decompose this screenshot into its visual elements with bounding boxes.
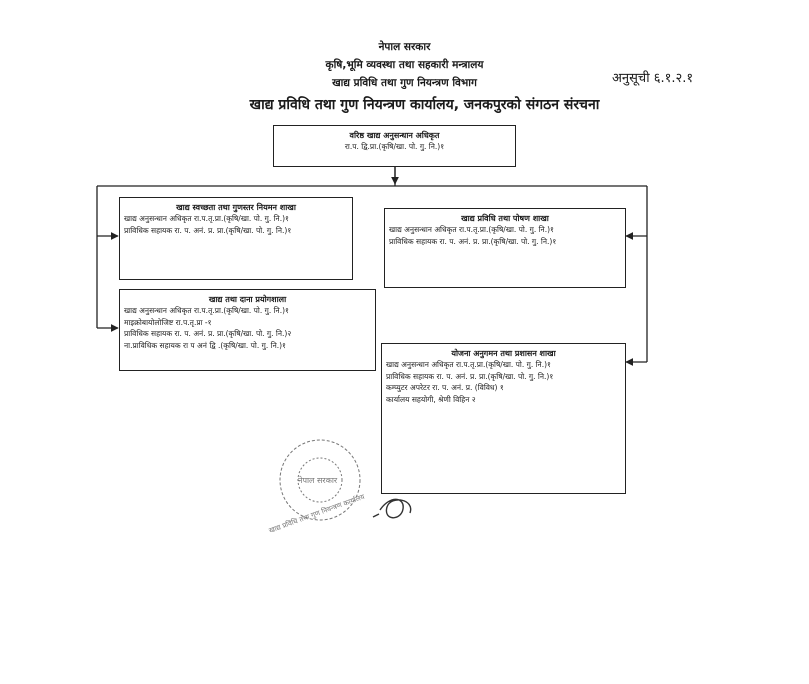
box-senior-officer (273, 125, 516, 167)
box-hygiene-line-1: खाद्य अनुसन्धान अधिकृत रा.प.तृ.प्रा.(कृषि/खा. पो. गु. नि.)१ (124, 214, 289, 223)
box-hygiene-section (119, 197, 353, 280)
header-government: नेपाल सरकार (378, 41, 431, 53)
box-senior-officer-title: वरिष्ठ खाद्य अनुसन्धान अधिकृत (349, 131, 440, 140)
header-department: खाद्य प्रविधि तथा गुण नियन्त्रण विभाग (332, 77, 477, 89)
office-stamp (265, 425, 455, 545)
box-senior-officer-line: रा.प. द्वि.प्रा.(कृषि/खा. पो. गु. नि.)१ (344, 142, 445, 151)
box-lab-line-1: खाद्य अनुसन्धान अधिकृत रा.प.तृ.प्रा.(कृषि/खा. पो. गु. नि.)१ (124, 306, 289, 315)
box-planning-line-2: प्राविधिक सहायक रा. प. अनं. प्र. प्रा.(कृषि/खा. पो. गु. नि.)१ (386, 371, 554, 381)
box-planning-title: योजना अनुगमन तथा प्रशासन शाखा (451, 349, 556, 358)
box-lab-section (119, 289, 376, 371)
signature-mark (380, 499, 411, 517)
box-lab-title: खाद्य तथा दाना प्रयोगशाला (208, 295, 287, 304)
box-lab-line-4: ना.प्राविधिक सहायक रा प अनं द्वि .(कृषि/खा. पो. गु. नि.)१ (124, 340, 286, 350)
box-planning-line-1: खाद्य अनुसन्धान अधिकृत रा.प.तृ.प्रा.(कृषि/खा. पो. गु. नि.)१ (386, 360, 551, 369)
header-ministry: कृषि,भूमि व्यवस्था तथा सहकारी मन्त्रालय (325, 59, 484, 71)
box-nutrition-line-2: प्राविधिक सहायक रा. प. अनं. प्र. प्रा.(कृषि/खा. पो. गु. नि.)१ (389, 236, 557, 246)
box-lab-line-3: प्राविधिक सहायक रा. प. अनं. प्र. प्रा.(कृषि/खा. पो. गु. नि.)२ (124, 329, 292, 338)
box-lab-line-2: माइक्रोबायोलोजिष्ट रा.प.तृ.प्रा -१ (124, 317, 212, 327)
stamp-outer-text: खाद्य प्रविधि तथा गुण नियन्त्रण कार्यालय (267, 492, 366, 535)
box-planning-line-4: कार्यालय सहयोगी, श्रेणी विहिन २ (386, 394, 476, 404)
page-title: खाद्य प्रविधि तथा गुण नियन्त्रण कार्यालय, जनकपुरको संगठन संरचना (249, 97, 600, 113)
box-hygiene-line-2: प्राविधिक सहायक रा. प. अनं. प्र. प्रा.(कृषि/खा. पो. गु. नि.)१ (124, 225, 292, 235)
box-nutrition-line-1: खाद्य अनुसन्धान अधिकृत रा.प.तृ.प्रा.(कृषि/खा. पो. गु. नि.)१ (389, 225, 554, 234)
box-nutrition-title: खाद्य प्रविधि तथा पोषण शाखा (461, 214, 549, 223)
box-hygiene-title: खाद्य स्वच्छता तथा गुणस्तर नियमन शाखा (176, 203, 296, 212)
box-planning-line-3: कम्प्युटर अपरेटर रा. प. अनं. प्र. (विविध) १ (386, 383, 504, 392)
box-nutrition-section (384, 208, 626, 288)
annex-label: अनुसूची ६.१.२.१ (612, 71, 694, 86)
stamp-inner-text: नेपाल सरकार (298, 476, 338, 485)
